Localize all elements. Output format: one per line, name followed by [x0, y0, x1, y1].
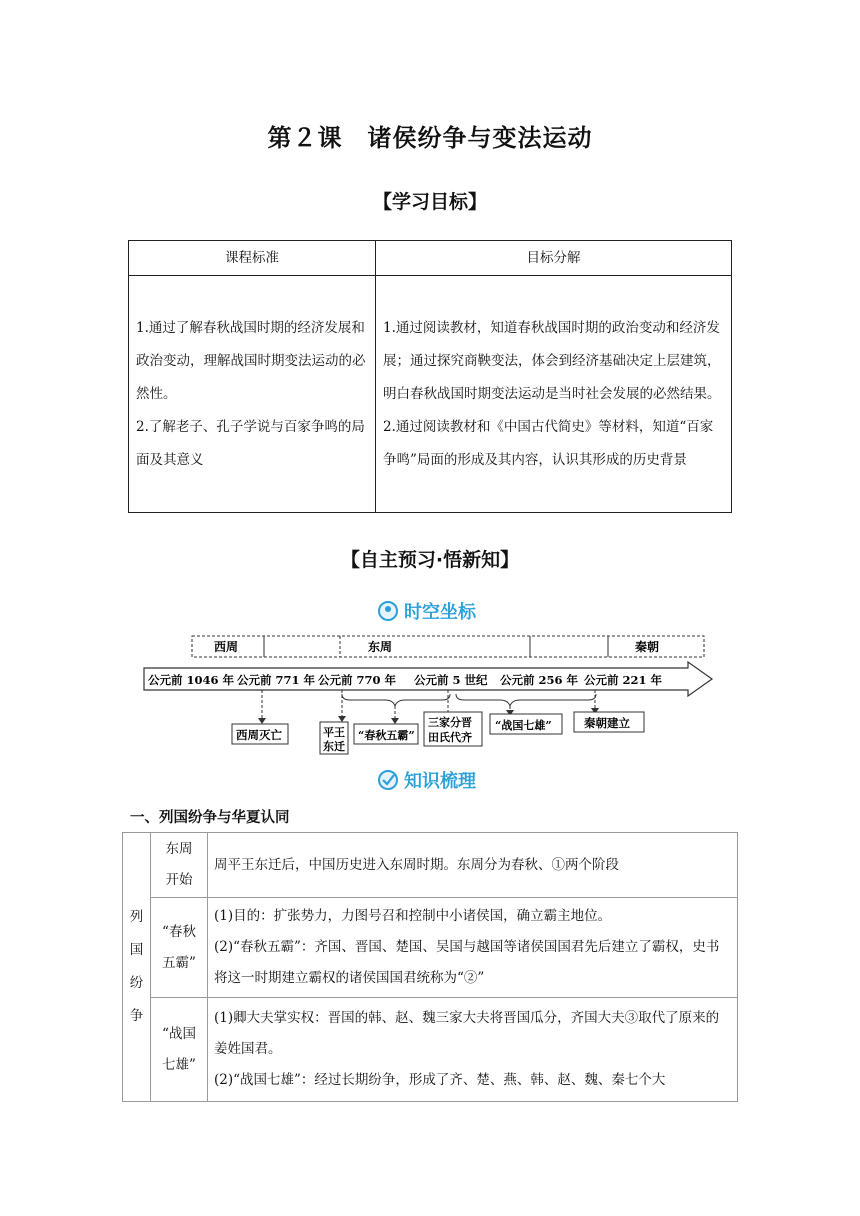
svg-text:东迁: 东迁	[323, 740, 345, 753]
svg-text:知识梳理: 知识梳理	[404, 771, 476, 792]
period-qin: 秦朝	[635, 640, 660, 654]
svg-text:三家分晋: 三家分晋	[428, 716, 472, 729]
check-icon	[379, 771, 397, 789]
period-xizhou: 西周	[214, 640, 239, 654]
event-pingwang-move-east	[320, 722, 348, 754]
header-goal-breakdown: 目标分解	[376, 241, 732, 276]
date-221bc: 公元前 221 年	[584, 673, 663, 687]
row-label-spring-autumn: “春秋五霸”	[151, 898, 208, 998]
row-content-spring-autumn: (1)目的：扩张势力，力图号召和控制中小诸侯国，确立霸主地位。 (2)“春秋五霸”：齐国、晋国、楚国、吴国与越国等诸侯国国君先后建立了霸权，史书将这一时期建立霸权的诸侯国国君统称为“②”	[208, 898, 738, 998]
row-content-warring-states: (1)卿大夫掌实权：晋国的韩、赵、魏三家大夫将晋国瓜分，齐国大夫③取代了原来的姜姓国君。 (2)“战国七雄”：经过长期纷争，形成了齐、楚、燕、韩、赵、魏、秦七个大	[208, 998, 738, 1102]
goals-heading: 【学习目标】	[372, 191, 487, 213]
row-content-eastern-zhou: 周平王东迁后，中国历史进入东周时期。东周分为春秋、①两个阶段	[208, 833, 738, 898]
svg-text:平王: 平王	[323, 726, 345, 739]
timeline-arrow	[144, 662, 712, 696]
table-header-row	[129, 241, 732, 276]
standard-item-1: 1.通过了解春秋战国时期的经济发展和政治变动，理解战国时期变法运动的必然性。	[136, 319, 366, 402]
time-space-banner	[379, 601, 477, 623]
table-row	[123, 898, 738, 998]
event-qin-founded	[574, 712, 644, 732]
row-label-eastern-zhou: 东周开始	[151, 833, 208, 898]
date-5th-century-bc: 公元前 5 世纪	[414, 673, 488, 687]
goal-item-2: 2.通过阅读教材和《中国古代简史》等材料，知道“百家争鸣”局面的形成及其内容，认识其形成的历史背景	[383, 418, 714, 468]
date-770bc: 公元前 770 年	[318, 673, 397, 687]
standard-item-2: 2.了解老子、孔子学说与百家争鸣的局面及其意义	[136, 418, 365, 468]
learning-goals-table	[128, 240, 732, 513]
event-spring-autumn-hegemons	[354, 724, 418, 744]
timeline-diagram	[140, 600, 720, 800]
knowledge-banner	[379, 770, 477, 792]
table-row	[123, 833, 738, 898]
table-row	[123, 998, 738, 1102]
row-label-warring-states: “战国七雄”	[151, 998, 208, 1102]
date-256bc: 公元前 256 年	[500, 673, 579, 687]
event-xizhou-fall	[232, 724, 288, 744]
header-curriculum-standard: 课程标准	[129, 241, 376, 276]
side-label: 列国纷争	[129, 909, 144, 1024]
page-title: 第２课 诸侯纷争与变法运动	[267, 124, 593, 152]
period-dongzhou: 东周	[368, 640, 393, 654]
svg-text:“战国七雄”: “战国七雄”	[495, 719, 552, 732]
svg-text:秦朝建立: 秦朝建立	[584, 716, 630, 730]
event-partition-of-jin	[424, 712, 482, 746]
goal-breakdown-cell	[376, 276, 732, 513]
table-row	[129, 276, 732, 513]
svg-text:田氏代齐: 田氏代齐	[428, 731, 472, 744]
banner-title: 时空坐标	[404, 602, 476, 623]
event-warring-states-seven	[490, 714, 562, 734]
date-771bc: 公元前 771 年	[237, 673, 316, 687]
side-label-cell	[123, 833, 151, 1102]
section-heading-1: 一、列国纷争与华夏认同	[130, 810, 290, 826]
svg-text:“春秋五霸”: “春秋五霸”	[358, 729, 415, 742]
curriculum-standard-cell	[129, 276, 376, 513]
knowledge-table	[122, 832, 738, 1102]
period-bar	[192, 636, 704, 657]
date-1046bc: 公元前 1046 年	[148, 673, 235, 687]
svg-text:西周灭亡: 西周灭亡	[236, 728, 282, 742]
period-braces	[342, 694, 596, 706]
goal-item-1: 1.通过阅读教材，知道春秋战国时期的政治变动和经济发展；通过探究商鞅变法，体会到经济基础决定上层建筑，明白春秋战国时期变法运动是当时社会发展的必然结果。	[383, 319, 721, 402]
preview-heading: 【自主预习·悟新知】	[340, 549, 520, 571]
